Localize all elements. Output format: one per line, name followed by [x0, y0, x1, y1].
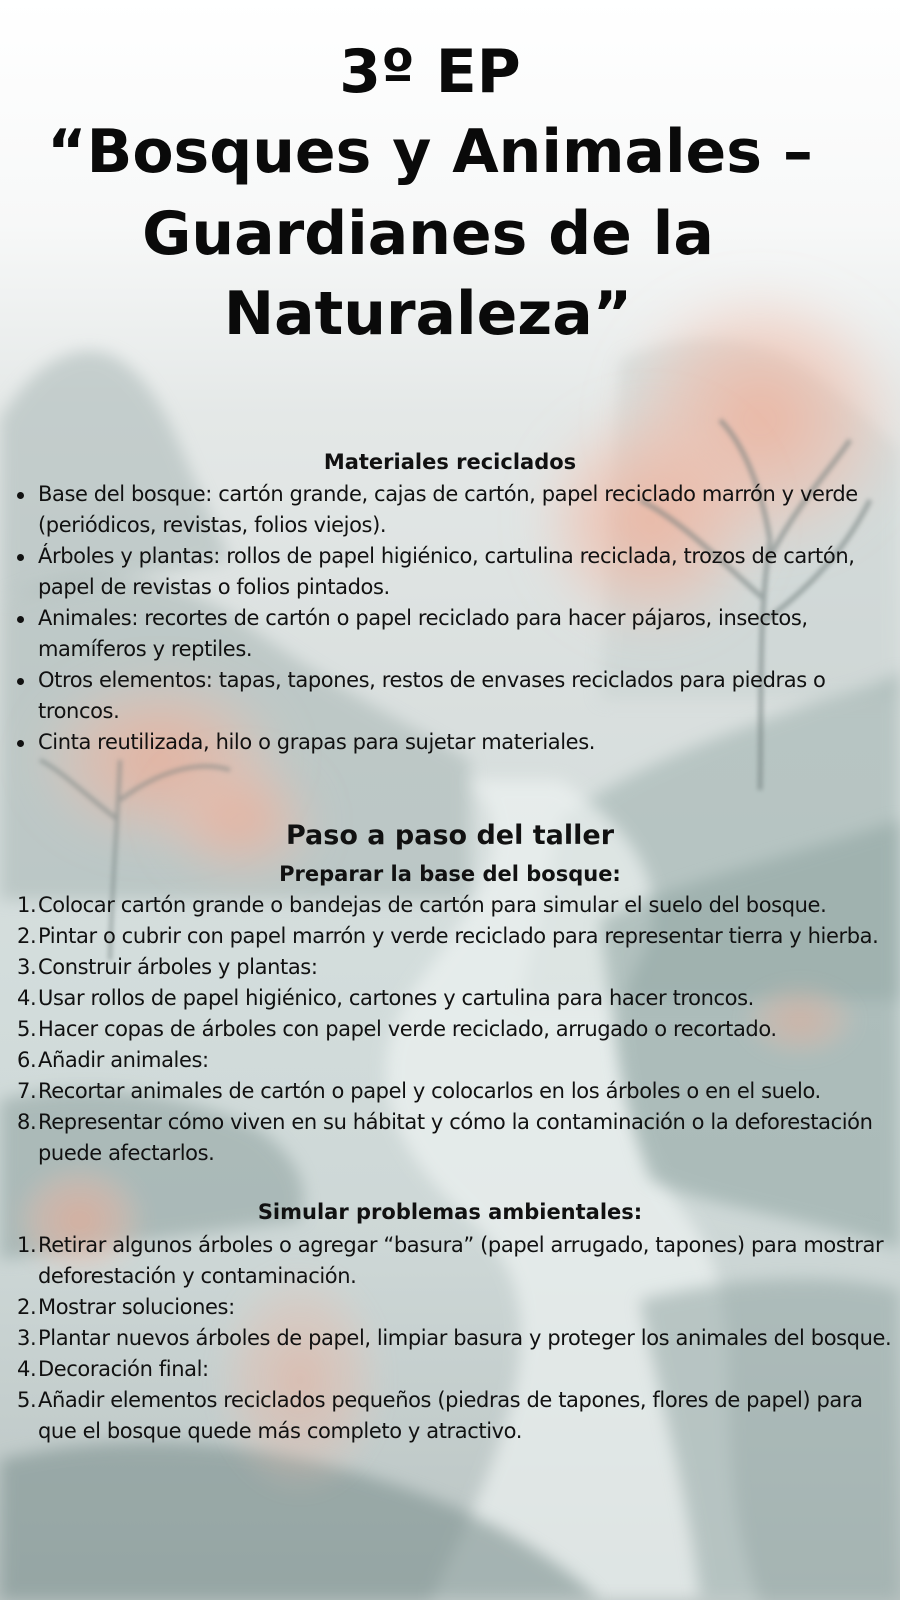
grade-title: 3º EP: [339, 37, 521, 107]
step-text: Pintar o cubrir con papel marrón y verde reciclado para representar tierra y hierba.: [38, 924, 879, 948]
step-text: Usar rollos de papel higiénico, cartones y cartulina para hacer troncos.: [38, 986, 754, 1010]
step-text: Plantar nuevos árboles de papel, limpiar basura y proteger los animales del bosque.: [38, 1326, 892, 1350]
project-title-line-2: Guardianes de la Naturaleza”: [142, 199, 714, 349]
step-text: Construir árboles y plantas:: [38, 955, 318, 979]
list-item: Árboles y plantas: rollos de papel higiénico, cartulina reciclada, trozos de cartón, papel de revistas o folios pintados.: [0, 541, 890, 603]
list-item: Base del bosque: cartón grande, cajas de cartón, papel reciclado marrón y verde (periódicos, revistas, folios viejos).: [0, 479, 890, 541]
problems-heading: Simular problemas ambientales:: [257, 1200, 643, 1224]
list-item: 1. Retirar algunos árboles o agregar “basura” (papel arrugado, tapones) para mostrar deforestación y contaminación.: [17, 1233, 884, 1288]
step-text: Añadir animales:: [38, 1048, 209, 1072]
list-item: 1. Colocar cartón grande o bandejas de cartón para simular el suelo del bosque.: [17, 893, 827, 917]
list-item: 5. Hacer copas de árboles con papel verde reciclado, arrugado o recortado.: [17, 1017, 777, 1041]
list-item: 7. Recortar animales de cartón o papel y colocarlos en los árboles o en el suelo.: [17, 1079, 821, 1103]
list-item: 8. Representar cómo viven en su hábitat y cómo la contaminación o la deforestación puede afectarlos.: [17, 1110, 873, 1165]
step-text: Recortar animales de cartón o papel y colocarlos en los árboles o en el suelo.: [38, 1079, 821, 1103]
step-text: Hacer copas de árboles con papel verde reciclado, arrugado o recortado.: [38, 1017, 777, 1041]
project-title-line-1: “Bosques y Animales –: [47, 117, 813, 187]
step-text: Colocar cartón grande o bandejas de cartón para simular el suelo del bosque.: [38, 893, 827, 917]
step-text: Mostrar soluciones:: [38, 1295, 235, 1319]
list-item: 4. Usar rollos de papel higiénico, cartones y cartulina para hacer troncos.: [17, 986, 754, 1010]
step-text: Representar cómo viven en su hábitat y cómo la contaminación o la deforestación puede afectarlos.: [38, 1110, 873, 1165]
workshop-heading: Paso a paso del taller: [285, 820, 615, 851]
materials-list: [0, 479, 890, 758]
step-text: Retirar algunos árboles o agregar “basura” (papel arrugado, tapones) para mostrar deforestación y contaminación.: [38, 1233, 884, 1288]
list-item: 2. Mostrar soluciones:: [17, 1295, 235, 1319]
list-item: 5. Añadir elementos reciclados pequeños (piedras de tapones, flores de papel) para que el bosque quede más completo y atractivo.: [17, 1388, 863, 1443]
list-item: 6. Añadir animales:: [17, 1048, 209, 1072]
list-item: Animales: recortes de cartón o papel reciclado para hacer pájaros, insectos, mamíferos y reptiles.: [0, 603, 890, 665]
list-item: 2. Pintar o cubrir con papel marrón y verde reciclado para representar tierra y hierba.: [17, 924, 879, 948]
list-item: Cinta reutilizada, hilo o grapas para sujetar materiales.: [0, 727, 890, 758]
base-heading: Preparar la base del bosque:: [279, 862, 621, 886]
list-item: Otros elementos: tapas, tapones, restos de envases reciclados para piedras o troncos.: [0, 665, 890, 727]
materials-heading: Materiales reciclados: [323, 450, 577, 474]
problems-steps-list: [0, 1230, 900, 1447]
step-text: Añadir elementos reciclados pequeños (piedras de tapones, flores de papel) para que el bosque quede más completo y atractivo.: [38, 1388, 863, 1443]
list-item: 3. Construir árboles y plantas:: [17, 955, 318, 979]
step-text: Decoración final:: [38, 1357, 209, 1381]
list-item: 4. Decoración final:: [17, 1357, 209, 1381]
list-item: 3. Plantar nuevos árboles de papel, limpiar basura y proteger los animales del bosque.: [17, 1326, 892, 1350]
base-steps-list: [0, 890, 900, 1169]
